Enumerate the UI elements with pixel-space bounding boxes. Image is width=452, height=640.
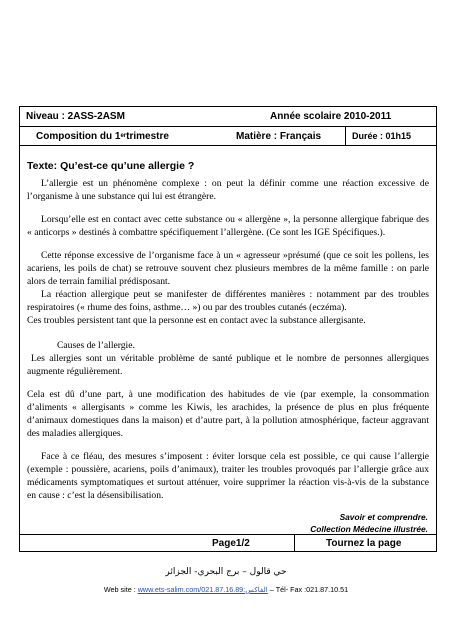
paragraph: Les allergies sont un véritable problème de santé publique et le nombre de personnes allergiques augmente régulièrement. [27,353,429,377]
passage [27,177,429,512]
page-number: Page1/2 [212,537,250,549]
source-credit [310,511,428,535]
composition-sup: er [120,133,127,139]
source-line: Savoir et comprendre. [339,512,428,522]
website-link[interactable]: www.ets-salim.com/021.87.16.89:الفاكس [137,585,268,594]
paragraph: Cela est dû d’une part, à une modification des habitudes de vie (par exemple, la consommation d’aliments « allergisants » comme les Kiwis, les arachides, la présence de plus en plus fréquente d’animaux domestiques dans la maison) et d’autre part, à la pollution atmosphérique, facteur aggravant des maladies allergiques. [27,389,429,439]
divider [294,535,295,551]
section-heading: Causes de l’allergie. [57,340,135,351]
exam-sheet [19,106,437,552]
address-line: حي قالول – برج البحري- الجزائر [165,567,287,577]
composition-suffix: trimestre [126,130,169,142]
footer-row [20,534,436,551]
header-row-2 [20,127,436,146]
header-row-1 [20,107,436,127]
niveau-label: Niveau : 2ASS-2ASM [26,111,125,122]
duration-label: Durée : 01h15 [352,131,412,141]
website-line [0,585,452,594]
turn-page-label: Tournez la page [326,537,402,549]
composition-label [36,127,169,145]
paragraph: Ces troubles persistent tant que la personne est en contact avec la substance allergisante. [27,315,366,326]
source-line: Collection Médecine illustrée. [310,524,428,534]
paragraph: Cette réponse excessive de l’organisme face à un « agresseur »présumé (que ce soit les pollens, les acariens, les poils de chat) se retrouve souvent chez plusieurs membres de la même famille : on parle alors de terrain familial prédisposant. [27,250,429,287]
text-title: Texte: Qu’est-ce qu’une allergie ? [27,160,195,172]
divider [345,127,346,145]
website-prefix: Web site : [103,585,138,594]
composition-prefix: Composition du 1 [36,130,121,142]
paragraph: Face à ce fléau, des mesures s’imposent : éviter lorsque cela est possible, ce qui cause l’allergie (exemple : poussière, acariens, poils d’animaux), traiter les troubles provoqués par l’allergie grâce aux médicaments symptomatiques et surtout atténuer, voire supprimer la réaction vis-à-vis de la substance en cause : c’est la désensibilisation. [27,451,429,501]
paragraph: Lorsqu’elle est en contact avec cette substance ou « allergène », la personne allergique fabrique des « anticorps » destinés à combattre spécifiquement l’allergène. (Ce sont les IGE Spécifiques.). [27,214,429,238]
school-year-label: Année scolaire 2010-2011 [270,111,392,122]
paragraph: L’allergie est un phénomène complexe : on peut la définir comme une réaction excessive de l’organisme à une substance qui lui est étrangère. [27,178,429,202]
paragraph: La réaction allergique peut se manifester de différentes manières : notamment par des troubles respiratoires (« rhume des foins, asthme… ») ou par des troubles cutanés (eczéma). [27,289,429,313]
website-suffix: – Tél- Fax :021.87.10.51 [267,585,349,594]
subject-label: Matière : Français [236,130,322,142]
